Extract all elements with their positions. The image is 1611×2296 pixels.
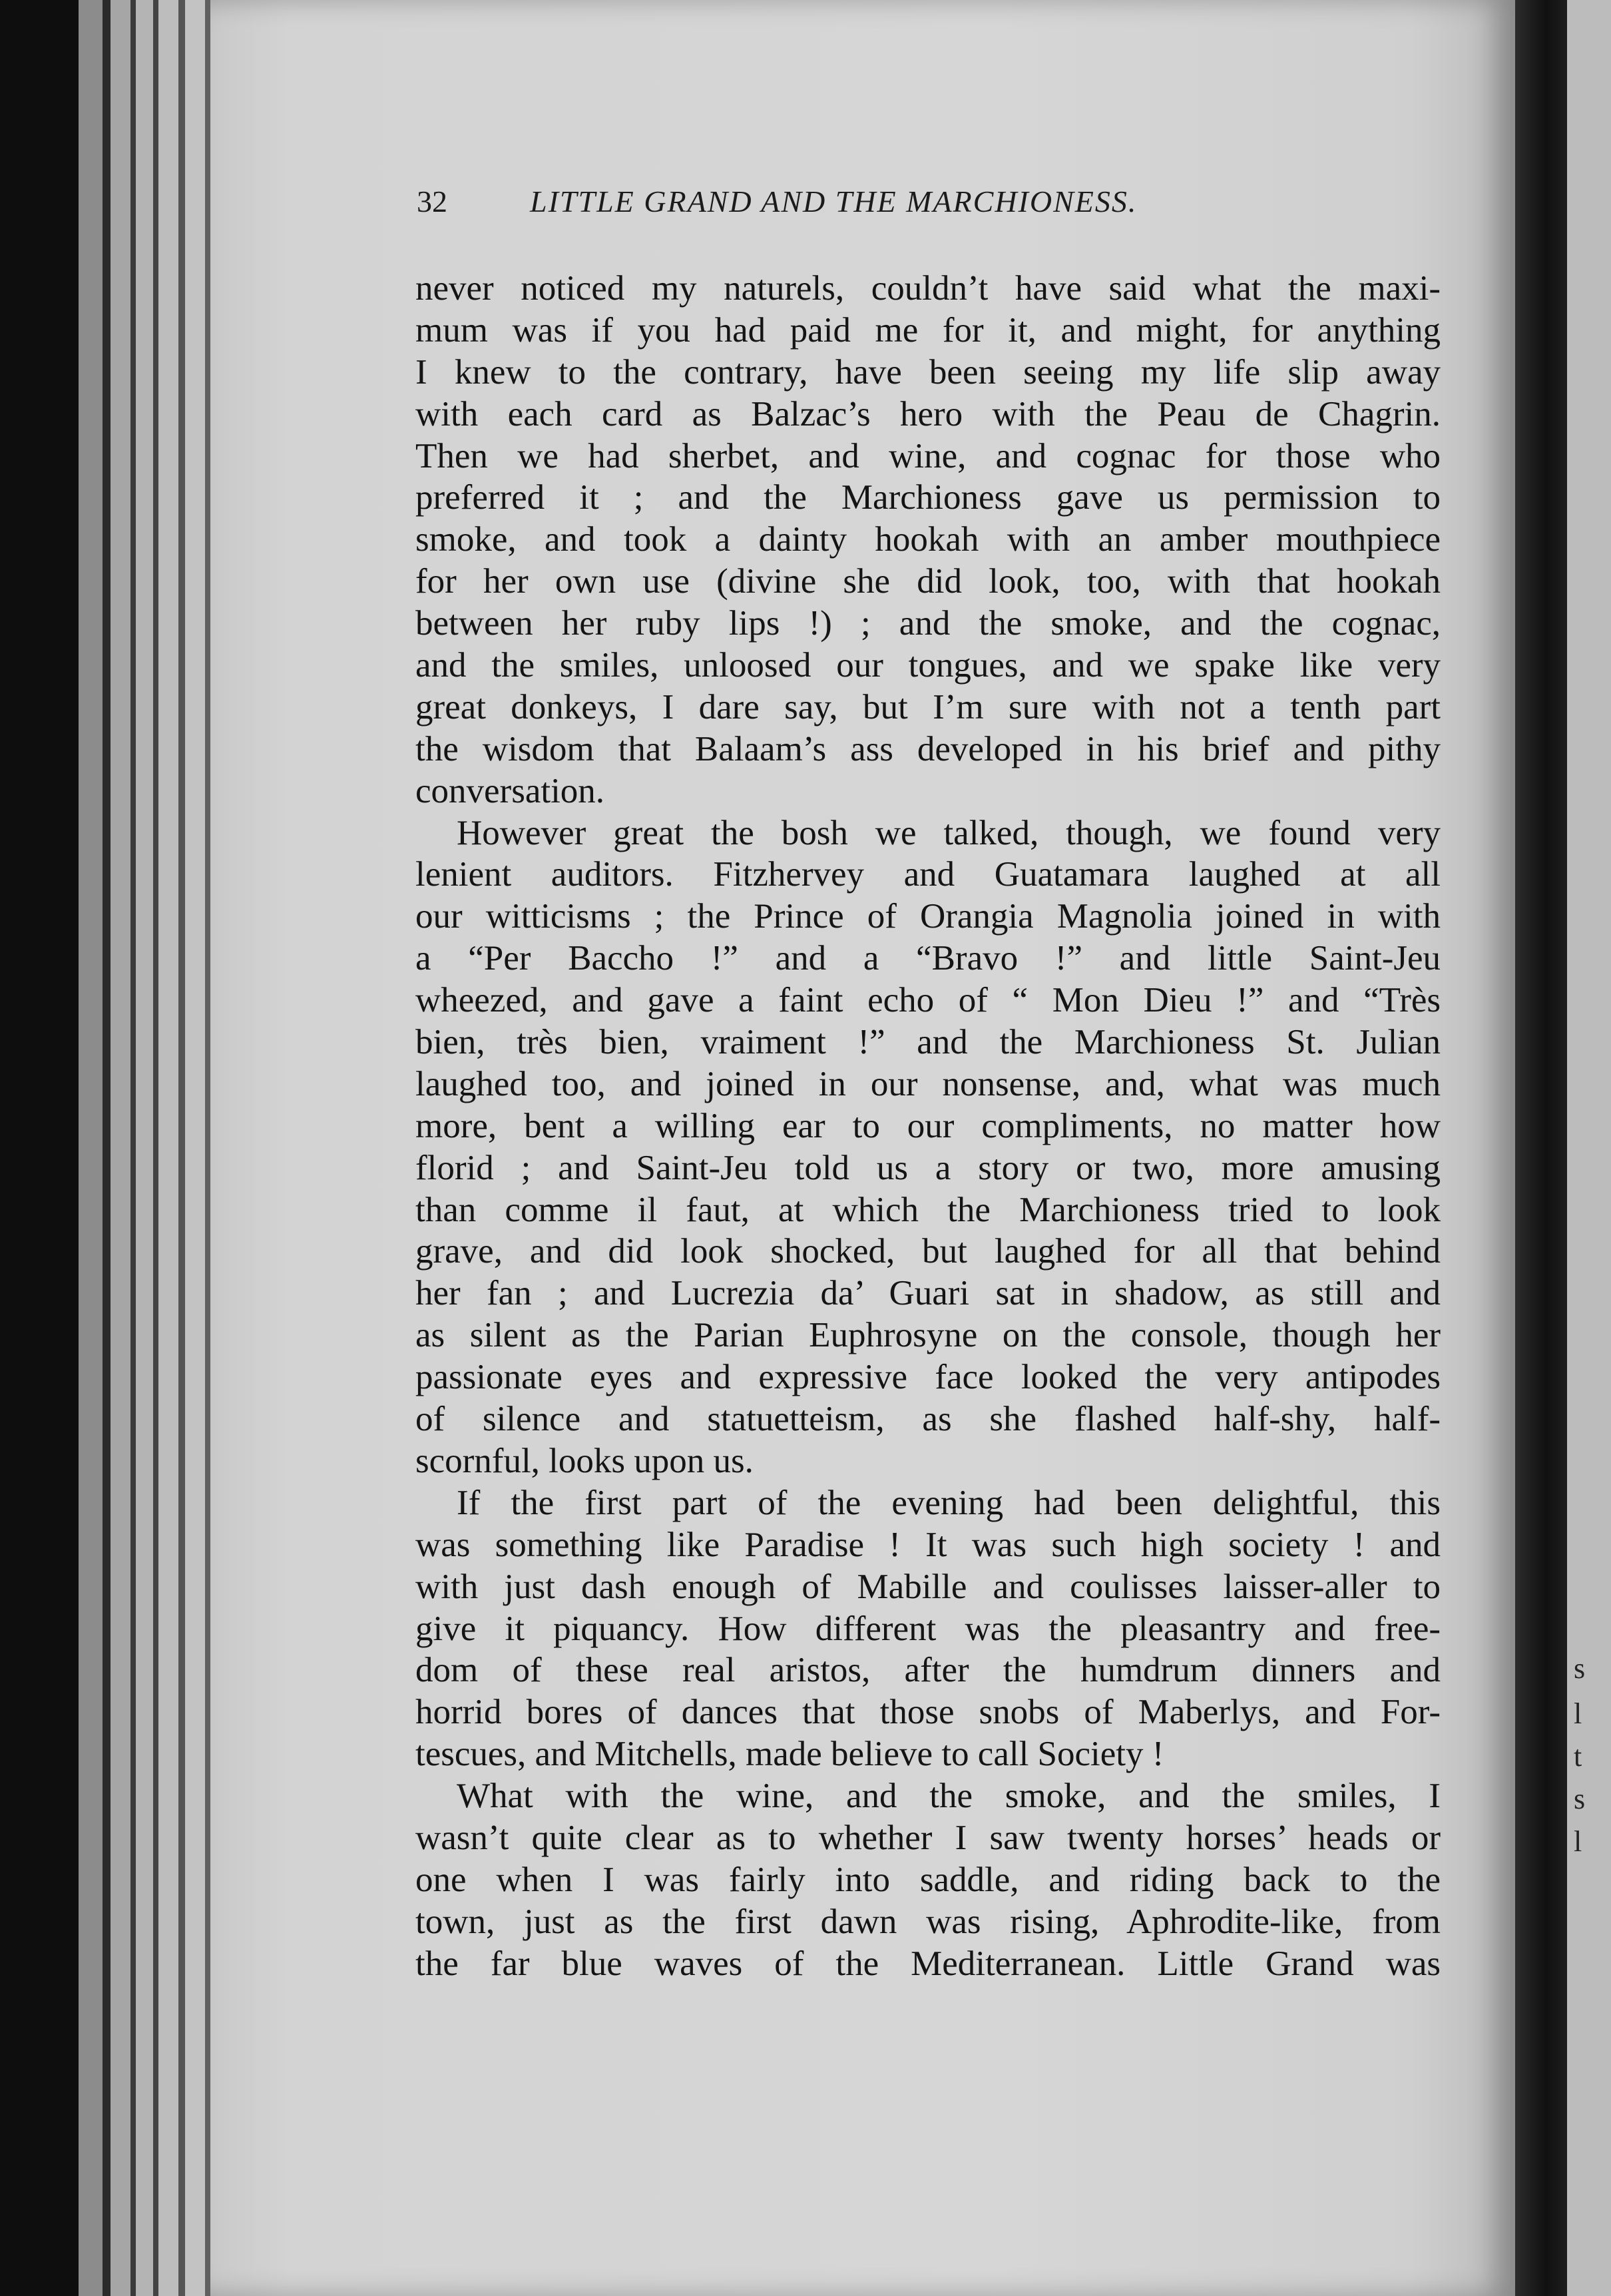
text-line: conversation. [415, 771, 605, 810]
page-edge [205, 0, 210, 2296]
page-edge [136, 0, 153, 2296]
text-line: a “Per Baccho !” and a “Bravo !” and little Saint-Jeu [415, 939, 1441, 978]
text-line: our witticisms ; the Prince of Orangia Magnolia joined in with [415, 897, 1441, 936]
text-line: horrid bores of dances that those snobs of Maberlys, and For- [415, 1693, 1441, 1732]
next-page-fragment: t [1574, 1740, 1582, 1773]
text-line: grave, and did look shocked, but laughed for all that behind [415, 1232, 1441, 1271]
text-line: dom of these real aristos, after the humdrum dinners and [415, 1651, 1441, 1690]
next-page-edge [1567, 0, 1611, 2296]
text-line: However great the bosh we talked, though, we found very [457, 813, 1441, 852]
text-line: lenient auditors. Fitzhervey and Guatamara laughed at all [415, 855, 1441, 894]
text-line: than comme il faut, at which the Marchioness tried to look [415, 1190, 1441, 1229]
text-line: with each card as Balzac’s hero with the Peau de Chagrin. [415, 394, 1441, 433]
body-text [415, 268, 1441, 1985]
page-edge [130, 0, 136, 2296]
page-edge [103, 0, 111, 2296]
text-line: smoke, and took a dainty hookah with an amber mouthpiece [415, 520, 1441, 559]
text-line: great donkeys, I dare say, but I’m sure with not a tenth part [415, 687, 1441, 726]
text-line: the wisdom that Balaam’s ass developed in his brief and pithy [415, 729, 1441, 768]
text-line: laughed too, and joined in our nonsense, and, what was much [415, 1064, 1441, 1103]
text-line: and the smiles, unloosed our tongues, and we spake like very [415, 646, 1441, 685]
next-page-fragment: s [1574, 1783, 1586, 1815]
text-line: passionate eyes and expressive face looked the very antipodes [415, 1358, 1441, 1397]
next-page-fragment: s [1574, 1652, 1586, 1685]
text-line: was something like Paradise ! It was such high society ! and [415, 1525, 1441, 1564]
page-edge [79, 0, 103, 2296]
text-line: her fan ; and Lucrezia da’ Guari sat in shadow, as still and [415, 1274, 1441, 1313]
text-line: Then we had sherbet, and wine, and cognac for those who [415, 436, 1441, 475]
text-line: scornful, looks upon us. [415, 1441, 754, 1480]
book-gutter [1515, 0, 1567, 2296]
text-line: for her own use (divine she did look, too, with that hookah [415, 562, 1441, 601]
text-line: the far blue waves of the Mediterranean. Little Grand was [415, 1944, 1441, 1983]
page-edge [178, 0, 185, 2296]
next-page-fragment: l [1574, 1697, 1582, 1730]
page-number: 32 [417, 184, 447, 218]
page-edge [185, 0, 205, 2296]
running-header [417, 184, 1415, 230]
text-line: with just dash enough of Mabille and coulisses laisser-aller to [415, 1567, 1441, 1606]
text-line: wheezed, and gave a faint echo of “ Mon Dieu !” and “Très [415, 981, 1441, 1020]
text-line: between her ruby lips !) ; and the smoke, and the cognac, [415, 604, 1441, 643]
text-line: tescues, and Mitchells, made believe to call Society ! [415, 1735, 1164, 1774]
next-page-fragment: l [1574, 1825, 1582, 1858]
text-line: town, just as the first dawn was rising, Aphrodite-like, from [415, 1902, 1441, 1941]
text-line: florid ; and Saint-Jeu told us a story or two, more amusing [415, 1148, 1441, 1187]
page-edge [111, 0, 130, 2296]
running-title: LITTLE GRAND AND THE MARCHIONESS. [530, 184, 1138, 218]
text-line: preferred it ; and the Marchioness gave us permission to [415, 478, 1441, 517]
text-line: What with the wine, and the smoke, and the smiles, I [457, 1777, 1441, 1816]
text-line: one when I was fairly into saddle, and riding back to the [415, 1860, 1441, 1899]
text-line: wasn’t quite clear as to whether I saw twenty horses’ heads or [415, 1818, 1441, 1857]
text-line: as silent as the Parian Euphrosyne on the console, though her [415, 1316, 1441, 1355]
page-edge [153, 0, 158, 2296]
text-line: bien, très bien, vraiment !” and the Marchioness St. Julian [415, 1023, 1441, 1062]
text-line: If the first part of the evening had been delightful, this [457, 1483, 1441, 1522]
text-line: mum was if you had paid me for it, and might, for anything [415, 310, 1441, 350]
text-line: more, bent a willing ear to our compliments, no matter how [415, 1106, 1441, 1145]
text-line: I knew to the contrary, have been seeing my life slip away [415, 352, 1441, 392]
text-line: of silence and statuetteism, as she flashed half-shy, half- [415, 1400, 1441, 1439]
text-line: never noticed my naturels, couldn’t have said what the maxi- [415, 269, 1441, 308]
text-line: give it piquancy. How different was the pleasantry and free- [415, 1609, 1441, 1648]
page-edge [158, 0, 178, 2296]
